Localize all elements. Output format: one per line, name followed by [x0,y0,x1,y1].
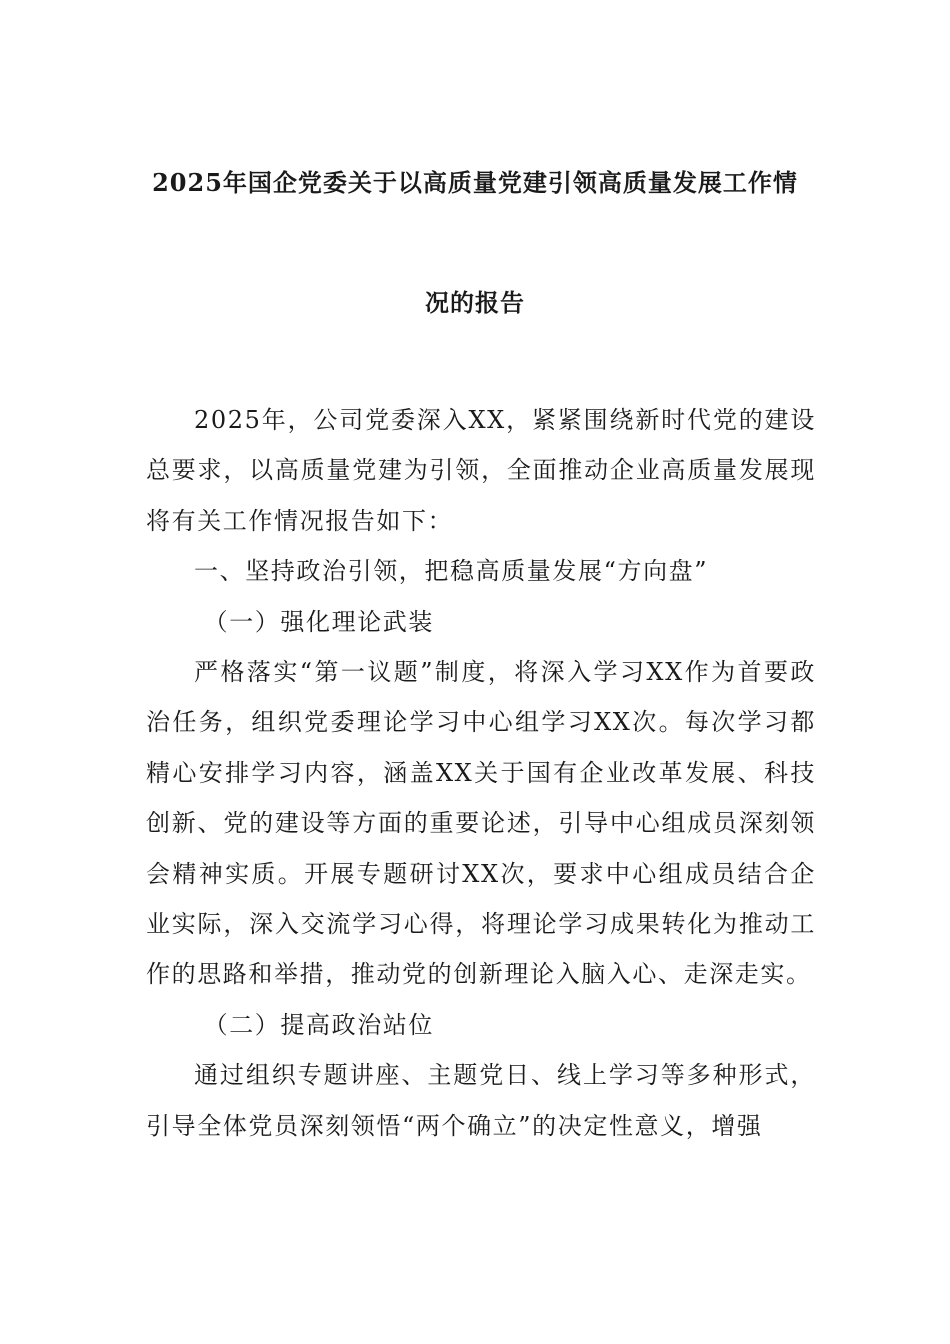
subsection-1-heading: （一）强化理论武装 [203,607,434,636]
document-title-line-2: 况的报告 [425,288,525,317]
section-1-heading: 一、坚持政治引领，把稳高质量发展“方向盘” [194,557,709,586]
document-title-line-1: 2025年国企党委关于以高质量党建引领高质量发展工作情 [152,168,798,197]
subsection-2-paragraph: 通过组织专题讲座、主题党日、线上学习等多种形式，引导全体党员深刻领悟“两个确立”的决定性意义，增强 [146,1061,816,1140]
subsection-2-heading: （二）提高政治站位 [203,1010,434,1039]
document-body [146,395,816,1151]
subsection-1-paragraph: 严格落实“第一议题”制度，将深入学习XX作为首要政治任务，组织党委理论学习中心组学习XX次。每次学习都精心安排学习内容，涵盖XX关于国有企业改革发展、科技创新、党的建设等方面的重要论述，引导中心组成员深刻领会精神实质。开展专题研讨XX次，要求中心组成员结合企业实际，深入交流学习心得，将理论学习成果转化为推动工作的思路和举措，推动党的创新理论入脑入心、走深走实。 [146,658,816,989]
intro-paragraph: 2025年，公司党委深入XX，紧紧围绕新时代党的建设总要求，以高质量党建为引领，全面推动企业高质量发展现将有关工作情况报告如下： [146,406,816,535]
